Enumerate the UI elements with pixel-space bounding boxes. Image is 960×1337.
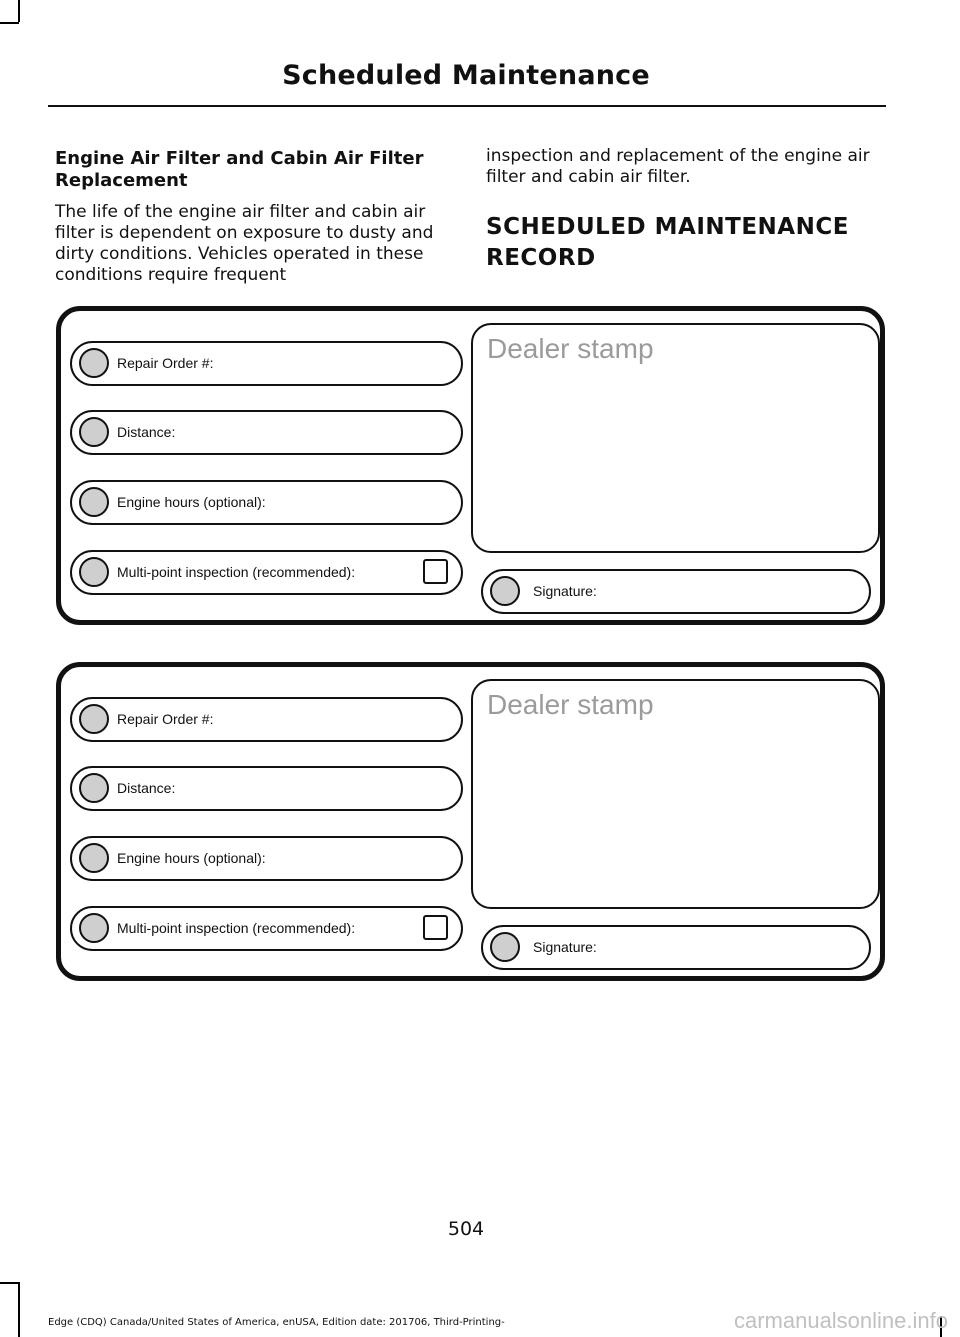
maintenance-record-card: [56, 306, 885, 625]
signature-field[interactable]: [481, 925, 871, 970]
bullet-circle-icon: [79, 913, 109, 943]
watermark: carmanualsonline.info: [733, 1308, 948, 1333]
crop-mark-top-left-h: [0, 22, 19, 24]
dealer-stamp-box[interactable]: [471, 323, 880, 553]
inspection-checkbox[interactable]: [423, 915, 448, 940]
engine-hours-label: Engine hours (optional):: [117, 850, 266, 866]
bullet-circle-icon: [79, 773, 109, 803]
repair-order-label: Repair Order #:: [117, 711, 214, 727]
signature-label: Signature:: [533, 583, 597, 599]
distance-field[interactable]: [70, 766, 463, 811]
distance-label: Distance:: [117, 424, 176, 440]
bullet-circle-icon: [79, 843, 109, 873]
inspection-label: Multi-point inspection (recommended):: [117, 564, 356, 580]
crop-mark-bottom-left: [18, 1282, 20, 1337]
bullet-circle-icon: [79, 704, 109, 734]
left-column: [55, 146, 450, 286]
bullet-circle-icon: [79, 557, 109, 587]
dealer-stamp-label: Dealer stamp: [487, 333, 654, 364]
edition-footer: Edge (CDQ) Canada/United States of America, enUSA, Edition date: 201706, Third-Printing-: [48, 1317, 505, 1328]
bullet-circle-icon: [490, 932, 520, 962]
distance-label: Distance:: [117, 780, 176, 796]
distance-field[interactable]: [70, 410, 463, 455]
inspection-checkbox[interactable]: [423, 559, 448, 584]
bullet-circle-icon: [79, 348, 109, 378]
section-subtitle: Engine Air Filter and Cabin Air Filter Replacement: [55, 148, 424, 191]
section-title-line-1: SCHEDULED MAINTENANCE: [486, 214, 849, 240]
signature-field[interactable]: [481, 569, 871, 614]
engine-hours-field[interactable]: [70, 836, 463, 881]
repair-order-label: Repair Order #:: [117, 355, 214, 371]
maintenance-record-card: [56, 662, 885, 981]
signature-label: Signature:: [533, 939, 597, 955]
repair-order-field[interactable]: [70, 697, 463, 742]
body-paragraph-left: The life of the engine air filter and cabin air filter is dependent on exposure to dusty and dirty conditions. Vehicles operated in these conditions require frequent: [55, 202, 434, 285]
section-title: [486, 212, 886, 274]
engine-hours-label: Engine hours (optional):: [117, 494, 266, 510]
bullet-circle-icon: [490, 576, 520, 606]
right-column: [486, 146, 886, 274]
body-paragraph-right: inspection and replacement of the engine air filter and cabin air filter.: [486, 146, 870, 187]
bullet-circle-icon: [79, 417, 109, 447]
repair-order-field[interactable]: [70, 341, 463, 386]
header-divider: [48, 105, 886, 107]
crop-mark-top-left: [18, 0, 20, 22]
crop-mark-bottom-left-h: [0, 1282, 19, 1284]
dealer-stamp-label: Dealer stamp: [487, 689, 654, 720]
dealer-stamp-box[interactable]: [471, 679, 880, 909]
bullet-circle-icon: [79, 487, 109, 517]
page-number: 504: [447, 1218, 485, 1240]
section-title-line-2: RECORD: [486, 245, 596, 271]
inspection-field: [70, 550, 463, 595]
inspection-label: Multi-point inspection (recommended):: [117, 920, 356, 936]
inspection-field: [70, 906, 463, 951]
engine-hours-field[interactable]: [70, 480, 463, 525]
page-title: Scheduled Maintenance: [282, 60, 650, 91]
